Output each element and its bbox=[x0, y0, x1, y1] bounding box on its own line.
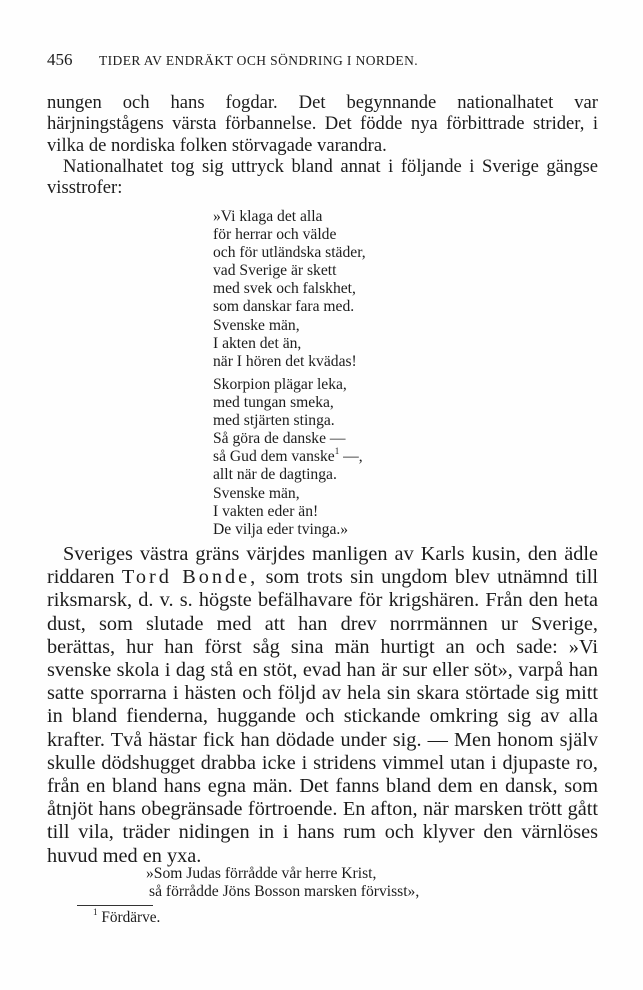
main-line: i djupaste ro, från en bland hans egna män. Det fanns bland bbox=[47, 751, 598, 798]
poem-line: med stjärten stinga. bbox=[213, 412, 335, 430]
main-line: krigshären. Från den heta dust, som slutade med att han bbox=[47, 589, 599, 635]
footnote-marker: 1 bbox=[93, 907, 98, 917]
poem-line: Svenske män, bbox=[213, 316, 300, 334]
poem-line: I vakten eder än! bbox=[213, 502, 319, 520]
running-title: TIDER AV ENDRÄKT OCH SÖNDRING I NORDEN. bbox=[99, 53, 418, 68]
main-line: krafter. Två hästar fick han dödade under sig. — Men honom bbox=[47, 728, 554, 751]
main-line: En afton, när marsken trött gått till vila, träder nidingen bbox=[47, 798, 598, 844]
poem-line: för herrar och välde bbox=[213, 226, 337, 244]
poem-line: och för utländska städer, bbox=[213, 244, 366, 262]
poem-line: allt när de dagtinga. bbox=[213, 466, 337, 484]
intro-paragraph-2-text: Nationalhatet tog sig uttryck bland annat i följande i Sverige gängse visstrofer: bbox=[47, 156, 598, 199]
verse-quote bbox=[146, 865, 419, 901]
poem-line: med tungan smeka, bbox=[213, 394, 334, 412]
page-header bbox=[47, 50, 607, 70]
main-paragraph-text bbox=[47, 543, 598, 868]
main-line: en stöt, evad han är sur eller söt», varpå han satte sporrarna bbox=[47, 659, 598, 705]
poem-stanza-2 bbox=[213, 376, 363, 539]
poem-line: I akten det än, bbox=[213, 334, 302, 352]
poem-line-with-footnote bbox=[213, 448, 363, 466]
main-line: den ädle riddaren bbox=[47, 543, 599, 589]
main-line: i hästen och följd av hela sin skara störtade sig mitt in bland bbox=[47, 682, 598, 728]
poem-line: Svenske män, bbox=[213, 484, 300, 502]
main-line: som trots sin ungdom bbox=[265, 566, 448, 589]
poem-stanza-1 bbox=[213, 208, 366, 371]
main-line: dem en dansk, som åtnjöt hans obegränsade förtroende. bbox=[47, 775, 598, 821]
intro-paragraph-2 bbox=[47, 156, 598, 199]
main-line: Sveriges västra gräns värjdes manligen av Karls kusin, bbox=[63, 543, 521, 565]
footnote-text: Fördärve. bbox=[101, 909, 161, 926]
poem-line: som danskar fara med. bbox=[213, 298, 355, 316]
main-line: drev norrmännen ur Sverige, berättas, hur han först såg bbox=[47, 612, 598, 658]
poem-line: Så göra de danske — bbox=[213, 430, 346, 448]
main-line: sina män hurtigt an och sade: »Vi svenske skola i dag stå bbox=[47, 635, 599, 682]
verse-quote-line: »Som Judas förrådde vår herre Krist, bbox=[146, 865, 377, 882]
poem-line: Skorpion plägar leka, bbox=[213, 376, 347, 393]
poem-line-dash: —, bbox=[339, 448, 363, 466]
footnote-divider bbox=[77, 905, 153, 906]
main-line: fienderna, huggande och stickande omkring sig av alla bbox=[126, 705, 599, 728]
main-line: in i hans rum och klyver den värnlöses huvud med en yxa. bbox=[47, 821, 598, 867]
intro-paragraph-1-text: nungen och hans fogdar. Det begynnande nationalhatet var härjningstågens värsta förbannelse. Det födde nya förbittrade strider, i vilka de nordiska folken störvagade varandra. bbox=[47, 92, 598, 156]
main-line: själv skulle dödshugget drabba icke i stridens vimmel utan bbox=[47, 728, 598, 774]
poem-line: med svek och falskhet, bbox=[213, 280, 356, 298]
footnote-reference: 1 bbox=[334, 446, 340, 457]
poem-line: vad Sverige är skett bbox=[213, 262, 337, 280]
page-number: 456 bbox=[47, 50, 73, 69]
main-paragraph bbox=[47, 543, 598, 868]
footnote bbox=[93, 909, 160, 927]
poem-line: De vilja eder tvinga.» bbox=[213, 520, 349, 538]
poem-line: »Vi klaga det alla bbox=[213, 208, 323, 225]
poem-line: när I hören det kvädas! bbox=[213, 352, 357, 370]
main-line: blev utnämnd till riksmarsk, d. v. s. högste befälhavare för bbox=[47, 566, 598, 612]
intro-paragraph-1 bbox=[47, 92, 598, 156]
person-name: Tord Bonde, bbox=[121, 566, 259, 589]
verse-quote-line: så förrådde Jöns Bosson marsken förvisst», bbox=[149, 883, 420, 901]
poem-line-text: så Gud dem vanske bbox=[213, 448, 335, 466]
